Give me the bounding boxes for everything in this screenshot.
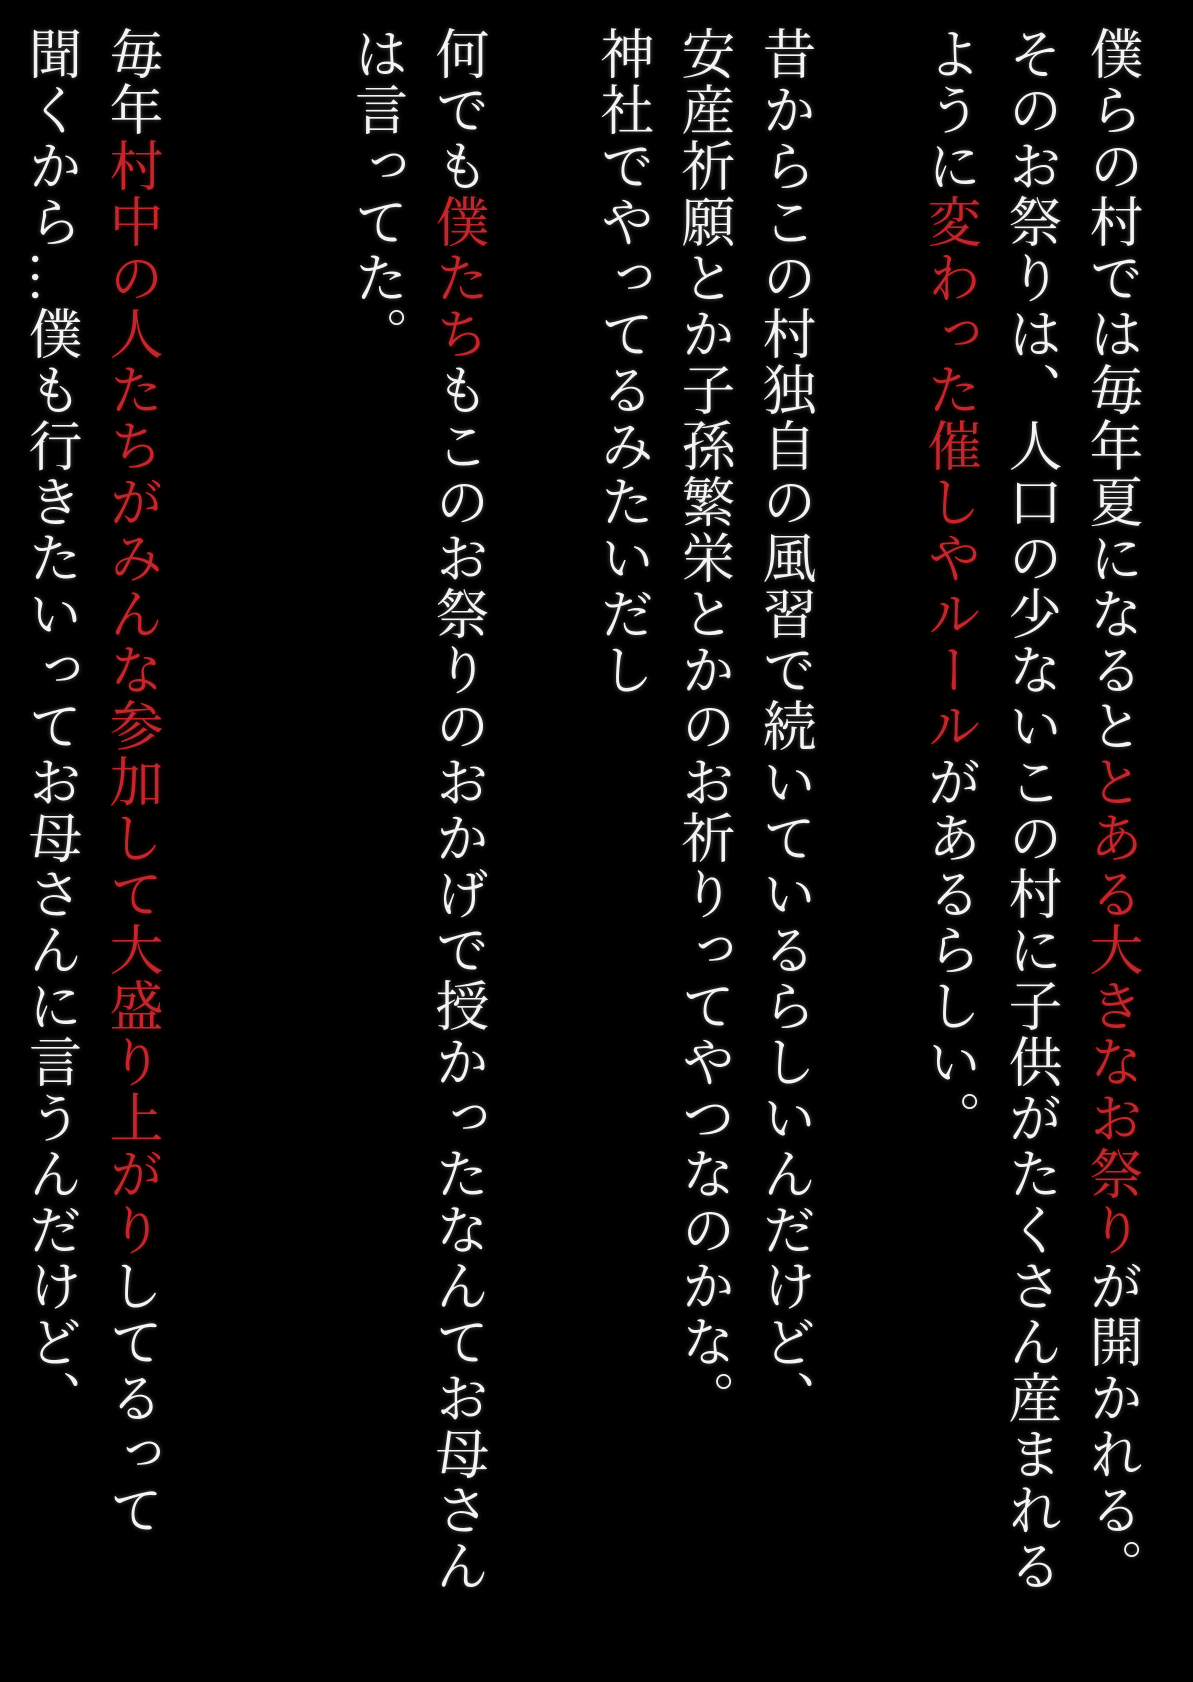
text-line (91, 26, 172, 1664)
text-segment-emphasis: 村中の人たちがみんな参加して大盛り上がり (102, 138, 162, 1258)
text-segment: が開かれる。 (1082, 1258, 1142, 1594)
text-line (663, 26, 744, 1664)
text-segment: 安産祈願とか子孫繁栄とかのお祈りってやつなのかな。 (674, 26, 734, 1426)
text-segment: もこのお祭りのおかげで授かったなんてお母さん (428, 362, 488, 1594)
text-segment: 何でも (428, 26, 488, 194)
text-segment-emphasis: とある大きなお祭り (1082, 754, 1142, 1258)
text-line (990, 26, 1071, 1664)
text-segment: してるって (102, 1258, 162, 1538)
text-segment: そのお祭りは、人口の少ないこの村に子供がたくさん産まれる (1001, 26, 1061, 1594)
text-segment-emphasis: 変わった催しやルール (920, 194, 980, 754)
text-line (336, 26, 417, 1664)
text-segment: 毎年 (102, 26, 162, 138)
text-line (10, 26, 91, 1664)
text-segment-emphasis: 僕たち (428, 194, 488, 362)
text-segment: 僕らの村では毎年夏になると (1082, 26, 1142, 754)
text-segment: は言ってた。 (347, 26, 407, 362)
paragraph-2 (582, 26, 825, 1664)
text-line (582, 26, 663, 1664)
paragraph-1 (909, 26, 1152, 1664)
text-line (417, 26, 498, 1664)
text-segment: があるらしい。 (920, 754, 980, 1146)
text-segment: 昔からこの村独自の風習で続いているらしいんだけど、 (755, 26, 815, 1426)
text-segment: 聞くから…僕も行きたいってお母さんに言うんだけど、 (21, 26, 81, 1426)
text-line (744, 26, 825, 1664)
text-line (909, 26, 990, 1664)
text-segment: 神社でやってるみたいだし (593, 26, 653, 698)
text-line (1071, 26, 1152, 1664)
paragraph-3 (336, 26, 498, 1664)
text-segment: ように (920, 26, 980, 194)
paragraph-4 (10, 26, 172, 1664)
narration-text (10, 26, 1152, 1664)
